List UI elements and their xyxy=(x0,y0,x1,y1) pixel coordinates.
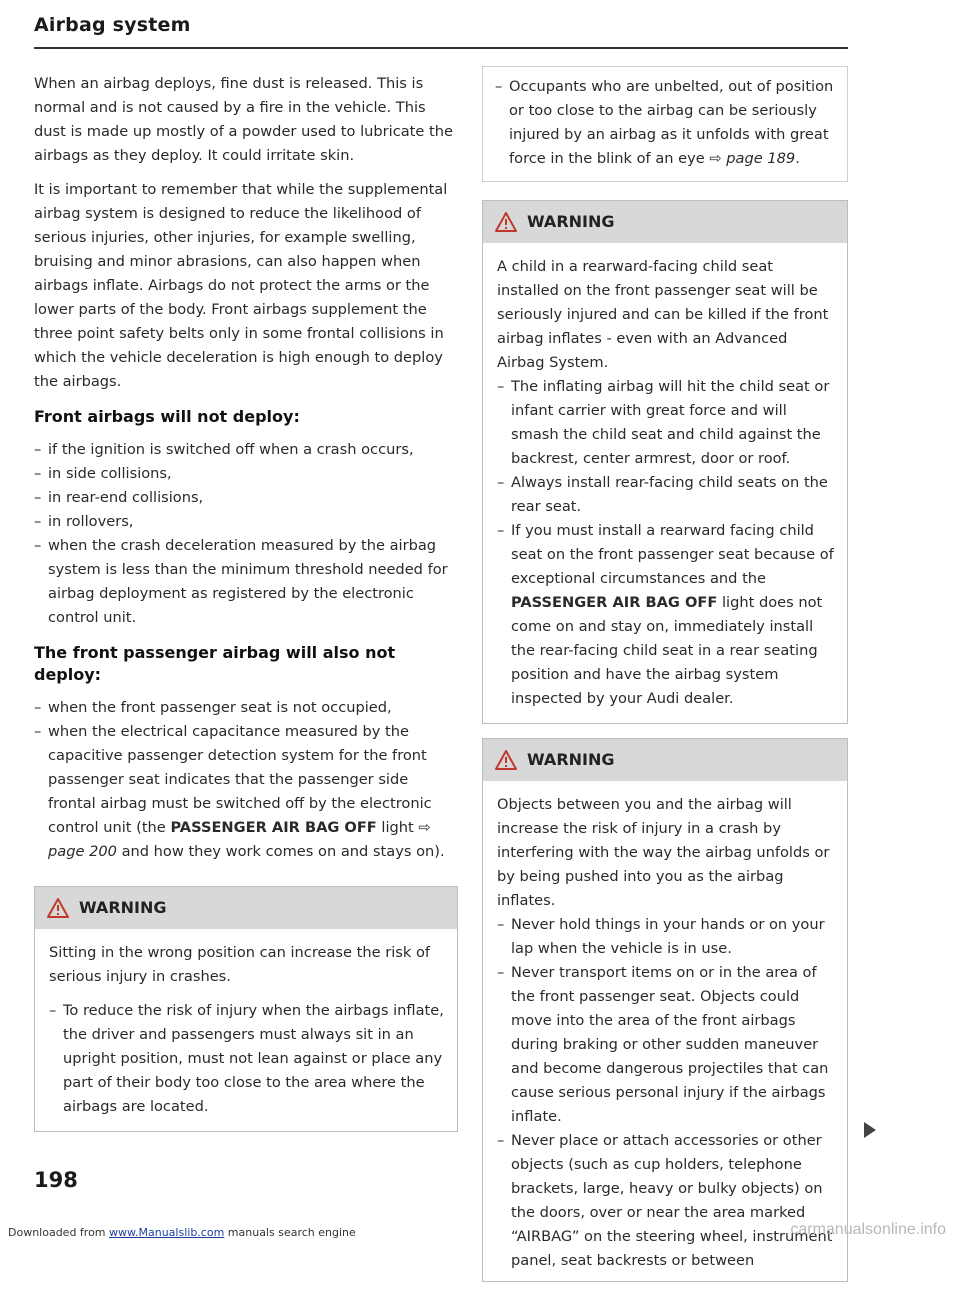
indicator-name: PASSENGER AIR BAG OFF xyxy=(511,594,718,611)
warning-box xyxy=(34,886,458,1132)
list-item: – Occupants who are unbelted, out of position or too close to the airbag can be seriously injured by an airbag as it unfolds with great force in the blink of an eye ⇨ page 189. xyxy=(495,75,837,171)
warning-title: WARNING xyxy=(527,212,615,231)
warning-list xyxy=(497,913,835,1273)
warning-text: Objects between you and the airbag will increase the risk of injury in a crash by interfering with the way the airbag unfolds or by being pushed into you as the airbag inflates. xyxy=(497,796,830,909)
list-item: – Never place or attach accessories or other objects (such as cup holders, telephone brackets, large, heavy or bulky objects) on the doors, over or near the area marked “AIRBAG” on the steering wheel, instrument panel, seat backrests or between xyxy=(497,1129,835,1273)
warning-box xyxy=(482,738,848,1282)
warning-body xyxy=(483,243,847,723)
list-item: – when the crash deceleration measured by the airbag system is less than the minimum threshold needed for airbag deployment as registered by the electronic control unit. xyxy=(34,534,458,630)
watermark: carmanualsonline.info xyxy=(790,1221,946,1238)
page-reference-link[interactable]: ⇨ page 200 xyxy=(48,819,431,860)
footer-download-text: Downloaded from www.Manualslib.com manuals search engine xyxy=(8,1226,356,1239)
warning-header xyxy=(483,201,847,243)
paragraph-dust: When an airbag deploys, fine dust is released. This is normal and is not caused by a fire in the vehicle. This dust is made up mostly of a powder used to lubricate the airbags as they deploy. It could irritate skin. xyxy=(34,75,453,164)
front-airbag-list xyxy=(34,438,458,630)
list-item: – If you must install a rearward facing child seat on the front passenger seat because of exceptional circumstances and the PASSENGER AIR BAG OFF light does not come on and stay on, immediately install the rear-facing child seat in a rear seating position and have the airbag system inspected by your Audi dealer. xyxy=(497,519,835,711)
list-item: – if the ignition is switched off when a crash occurs, xyxy=(34,438,458,462)
list-item: – when the front passenger seat is not occupied, xyxy=(34,696,458,720)
continued-box xyxy=(482,66,848,182)
warning-title: WARNING xyxy=(527,750,615,769)
section-title: Airbag system xyxy=(34,14,191,36)
warning-box xyxy=(482,200,848,724)
footer xyxy=(0,1221,960,1242)
heading-front-airbags: Front airbags will not deploy: xyxy=(34,407,300,426)
list-item: – in rollovers, xyxy=(34,510,458,534)
list-item: – The inflating airbag will hit the child seat or infant carrier with great force and will smash the child seat and child against the backrest, center armrest, door or roof. xyxy=(497,375,835,471)
right-column xyxy=(482,66,848,1296)
continued-list xyxy=(495,75,837,171)
warning-triangle-icon xyxy=(495,750,517,770)
continue-arrow-icon xyxy=(864,1122,876,1138)
warning-body xyxy=(35,929,457,1131)
list-item: – Never hold things in your hands or on your lap when the vehicle is in use. xyxy=(497,913,835,961)
paragraph-injuries: It is important to remember that while the supplemental airbag system is designed to reduce the likelihood of serious injuries, other injuries, for example swelling, bruising and minor abrasions, can also happen when airbags inflate. Airbags do not protect the arms or the lower parts of the body. Front airbags supplement the three point safety belts only in some frontal collisions in which the vehicle deceleration is high enough to deploy the airbags. xyxy=(34,181,448,390)
warning-header xyxy=(483,739,847,781)
warning-text: A child in a rearward-facing child seat installed on the front passenger seat will be seriously injured and can be killed if the front airbag inflates - even with an Advanced Airbag System. xyxy=(497,258,829,371)
passenger-airbag-list xyxy=(34,696,458,864)
list-item: – when the electrical capacitance measured by the capacitive passenger detection system for the front passenger seat indicates that the passenger side frontal airbag must be switched off by the electronic control unit (the PASSENGER AIR BAG OFF light ⇨ page 200 and how they work comes on and stays on). xyxy=(34,720,458,864)
warning-triangle-icon xyxy=(495,212,517,232)
left-column xyxy=(34,72,458,1146)
list-item: – in rear-end collisions, xyxy=(34,486,458,510)
header-divider xyxy=(34,47,848,49)
page-reference-link[interactable]: ⇨ page 189 xyxy=(709,150,796,167)
list-item: – To reduce the risk of injury when the airbags inflate, the driver and passengers must always sit in an upright position, must not lean against or place any part of their body too close to the area where the airbags are located. xyxy=(49,999,445,1119)
heading-passenger-airbag: The front passenger airbag will also not deploy: xyxy=(34,643,396,684)
warning-text: Sitting in the wrong position can increase the risk of serious injury in crashes. xyxy=(49,944,431,985)
warning-header xyxy=(35,887,457,929)
warning-body xyxy=(483,781,847,1281)
warning-triangle-icon xyxy=(47,898,69,918)
warning-list xyxy=(49,999,445,1119)
warning-title: WARNING xyxy=(79,898,167,917)
warning-list xyxy=(497,375,835,711)
page-number: 198 xyxy=(34,1168,78,1192)
indicator-name: PASSENGER AIR BAG OFF xyxy=(170,819,377,836)
list-item: – in side collisions, xyxy=(34,462,458,486)
list-item: – Always install rear-facing child seats on the rear seat. xyxy=(497,471,835,519)
list-item: – Never transport items on or in the area of the front passenger seat. Objects could move into the area of the front airbags during braking or other sudden maneuver and become dangerous projectiles that can cause serious personal injury if the airbags inflate. xyxy=(497,961,835,1129)
manualslib-link[interactable]: www.Manualslib.com xyxy=(109,1226,225,1239)
